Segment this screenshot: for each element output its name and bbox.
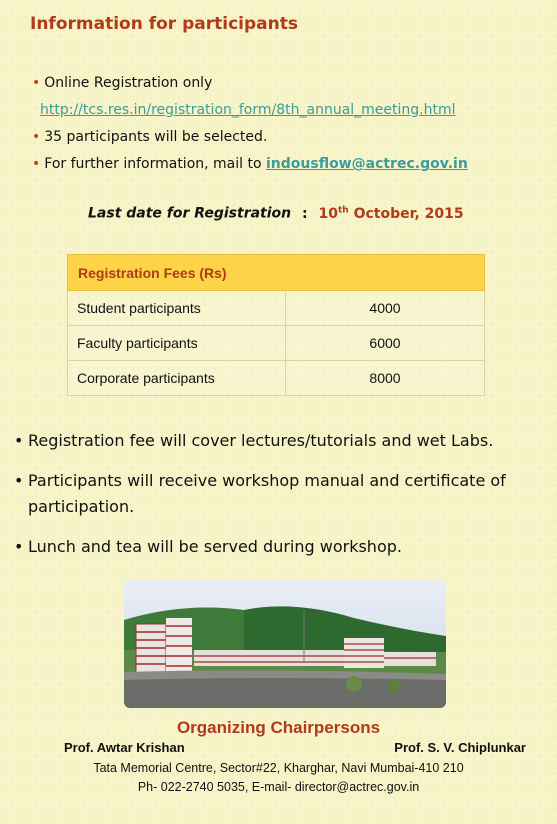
info-list (32, 70, 468, 178)
selected-text: 35 participants will be selected. (44, 129, 268, 145)
bullet-icon: • (14, 471, 24, 490)
fee-amount: 8000 (286, 361, 485, 396)
list-item (14, 468, 549, 520)
bullet-icon: • (32, 156, 41, 172)
organizer-right: Prof. S. V. Chiplunkar (394, 740, 526, 755)
bullet-icon: • (14, 537, 24, 556)
fees-table (67, 254, 485, 396)
list-item (14, 534, 549, 560)
fees-header: Registration Fees (Rs) (68, 255, 485, 291)
bullet-icon: • (32, 75, 41, 91)
last-date-suffix: th (337, 205, 349, 215)
list-item-text: Lunch and tea will be served during workshop. (28, 537, 402, 556)
info-item-url (32, 97, 468, 124)
last-date-value (319, 206, 464, 222)
registration-label: Online Registration only (44, 75, 213, 91)
info-item-mail (32, 151, 468, 178)
list-item-text: Registration fee will cover lectures/tutorials and wet Labs. (28, 431, 494, 450)
fee-category: Student participants (68, 291, 286, 326)
last-date-separator: : (302, 205, 308, 222)
list-item-text: Participants will receive workshop manual and certificate of participation. (28, 471, 506, 516)
fees-header-row (68, 255, 485, 291)
campus-illustration (124, 580, 446, 708)
list-item (14, 428, 549, 454)
details-list (14, 428, 549, 574)
page-heading: Information for participants (30, 14, 298, 34)
table-row (68, 291, 485, 326)
bullet-icon: • (32, 129, 41, 145)
table-row (68, 361, 485, 396)
info-item-registration (32, 70, 468, 97)
fee-amount: 4000 (286, 291, 485, 326)
organizers-title: Organizing Chairpersons (176, 718, 381, 737)
last-date-label: Last date for Registration (88, 205, 292, 222)
last-date-rest: October, 2015 (353, 205, 464, 222)
organizer-names (64, 740, 526, 755)
fee-category: Corporate participants (68, 361, 286, 396)
info-item-selected (32, 124, 468, 151)
last-date-day: 10 (318, 205, 338, 222)
fee-amount: 6000 (286, 326, 485, 361)
mail-link[interactable]: indousflow@actrec.gov.in (265, 156, 468, 172)
mail-text: For further information, mail to (44, 156, 266, 172)
fee-category: Faculty participants (68, 326, 286, 361)
organizer-address: Tata Memorial Centre, Sector#22, Kharghar, Navi Mumbai-410 210 (93, 761, 464, 775)
last-date (88, 205, 464, 222)
table-row (68, 326, 485, 361)
campus-photo (124, 580, 446, 708)
organizer-contact: Ph- 022-2740 5035, E-mail- director@actrec.gov.in (137, 780, 420, 794)
registration-link[interactable]: http://tcs.res.in/registration_form/8th_annual_meeting.html (40, 102, 456, 118)
organizer-left: Prof. Awtar Krishan (64, 740, 185, 755)
bullet-icon: • (14, 431, 24, 450)
